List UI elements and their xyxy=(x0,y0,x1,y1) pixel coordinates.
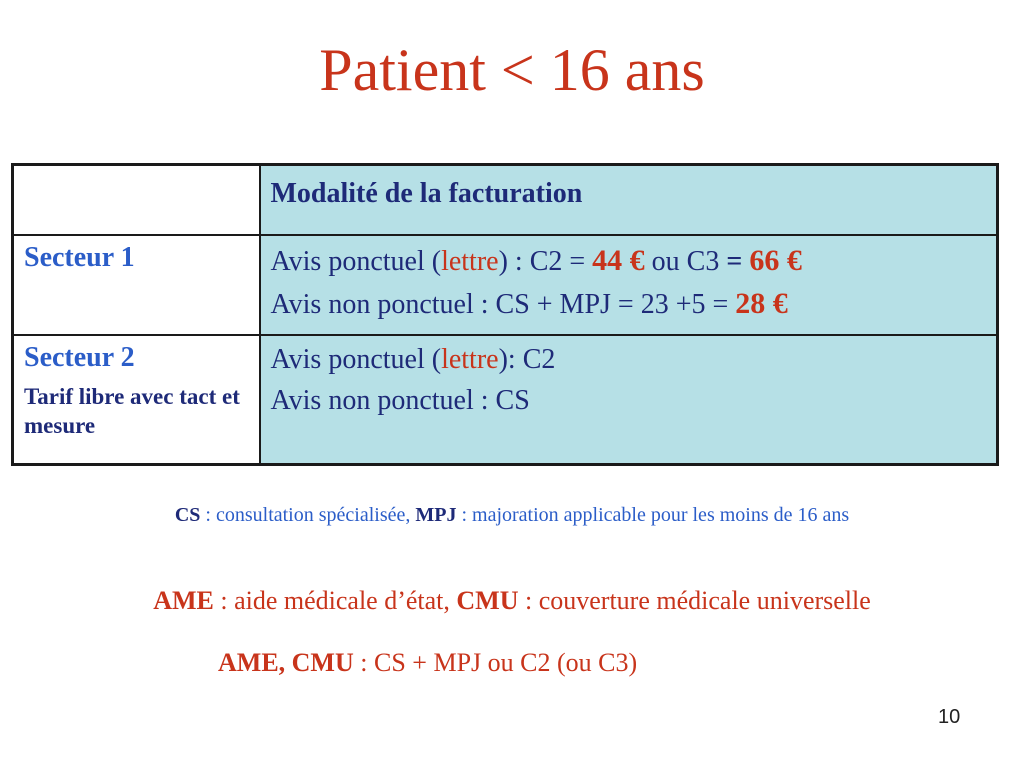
billing-text: Avis ponctuel ( xyxy=(270,245,442,277)
billing-text: ): C2 xyxy=(498,343,556,375)
billing-line xyxy=(271,285,987,323)
abbr-definition: : aide médicale d’état, xyxy=(213,586,457,615)
lettre-text: lettre xyxy=(441,245,499,277)
billing-line xyxy=(271,342,987,377)
coverage-billing-note xyxy=(218,648,637,678)
sector-label: Secteur 2 xyxy=(24,341,135,373)
price-value: 28 € xyxy=(735,287,788,320)
billing-table xyxy=(11,163,999,466)
page-title: Patient < 16 ans xyxy=(319,37,705,103)
sector-cell xyxy=(13,335,260,465)
note-text: : CS + MPJ ou C2 (ou C3) xyxy=(353,648,638,677)
table-header-row xyxy=(13,165,998,235)
billing-text: Avis non ponctuel : CS xyxy=(270,384,530,416)
sector-label: Secteur 1 xyxy=(24,241,135,273)
sector-sublabel: Tarif libre avec tact et mesure xyxy=(24,383,240,439)
billing-text: ) : C2 = xyxy=(498,245,593,277)
table-row xyxy=(13,335,998,465)
sector-cell xyxy=(13,235,260,335)
column-header: Modalité de la facturation xyxy=(270,178,583,209)
lettre-text: lettre xyxy=(441,343,499,375)
billing-cell xyxy=(260,335,998,465)
equals-sign: = xyxy=(726,245,743,277)
billing-text: ou C3 xyxy=(644,245,727,277)
abbr-definition: : majoration applicable pour les moins de 16 ans xyxy=(456,504,850,526)
empty-header-cell xyxy=(13,165,260,235)
abbr-definition: : couverture médicale universelle xyxy=(518,586,871,615)
price-value: 44 € xyxy=(592,243,645,277)
billing-cell xyxy=(260,235,998,335)
coverage-legend xyxy=(0,586,1024,616)
table-row xyxy=(13,235,998,335)
billing-line xyxy=(271,242,987,280)
abbreviation-legend xyxy=(0,504,1024,527)
header-cell xyxy=(260,165,998,235)
abbr-term: AME, CMU xyxy=(218,648,354,677)
billing-text: Avis non ponctuel : CS + MPJ = 23 +5 = xyxy=(270,289,736,320)
abbr-term: CS xyxy=(174,504,201,526)
abbr-definition: : consultation spécialisée, xyxy=(200,504,416,526)
abbr-term: CMU xyxy=(456,586,519,615)
price-value: 66 € xyxy=(749,243,802,277)
abbr-term: AME xyxy=(153,586,214,615)
billing-line xyxy=(271,383,987,418)
abbr-term: MPJ xyxy=(415,504,457,526)
billing-text: Avis ponctuel ( xyxy=(270,343,442,375)
page-number: 10 xyxy=(938,706,961,728)
